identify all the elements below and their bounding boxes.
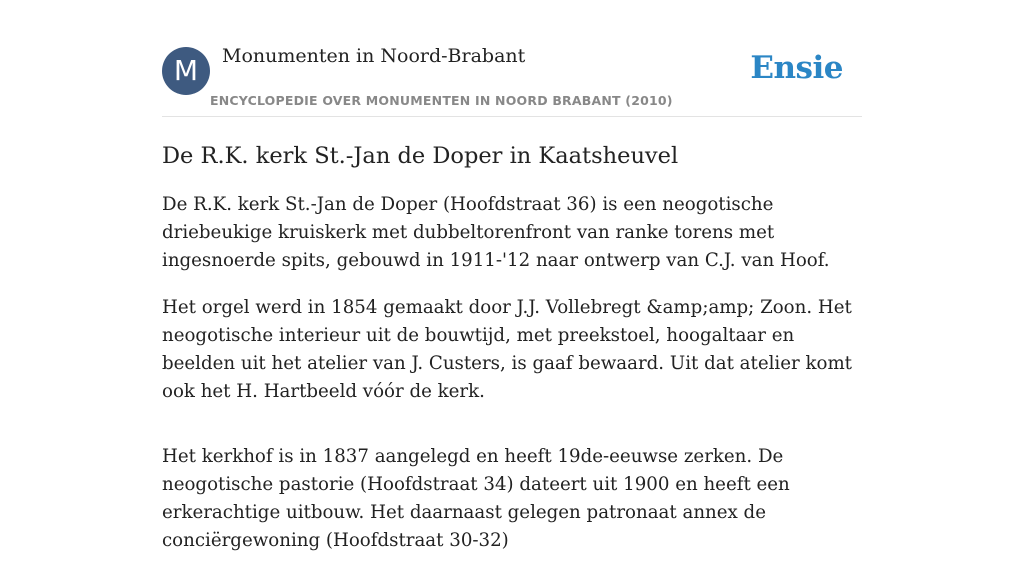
article-paragraph: De R.K. kerk St.-Jan de Doper (Hoofdstraat 36) is een neogotische driebeukige kruiskerk met dubbeltorenfront van ranke torens met ingesnoerde spits, gebouwd in 1911-'12 naar ontwerp van C.J. van Hoof. [162,194,830,271]
page-container [162,0,862,574]
article-paragraph: Het kerkhof is in 1837 aangelegd en heeft 19de-eeuwse zerken. De neogotische pastorie (Hoofdstraat 34) dateert uit 1900 en heeft een erkerachtige uitbouw. Het daarnaast gelegen patronaat annex de conciërgewoning (Hoofdstraat 30-32) [162,446,790,551]
article-title: De R.K. kerk St.-Jan de Doper in Kaatsheuvel [162,143,679,169]
article-body [162,191,862,555]
source-avatar[interactable]: M [162,47,210,95]
ensie-logo[interactable]: Ensie [750,50,843,86]
paragraph-spacer [162,425,862,443]
source-subtitle: ENCYCLOPEDIE OVER MONUMENTEN IN NOORD BRABANT (2010) [210,93,673,108]
article-paragraph: Het orgel werd in 1854 gemaakt door J.J. Vollebregt &amp;amp; Zoon. Het neogotische interieur uit de bouwtijd, met preekstoel, hoogaltaar en beelden uit het atelier van J. Custers, is gaaf bewaard. Uit dat atelier komt ook het H. Hartbeeld vóór de kerk. [162,297,852,402]
source-header [162,0,862,117]
source-title-link[interactable]: Monumenten in Noord-Brabant [222,45,526,67]
